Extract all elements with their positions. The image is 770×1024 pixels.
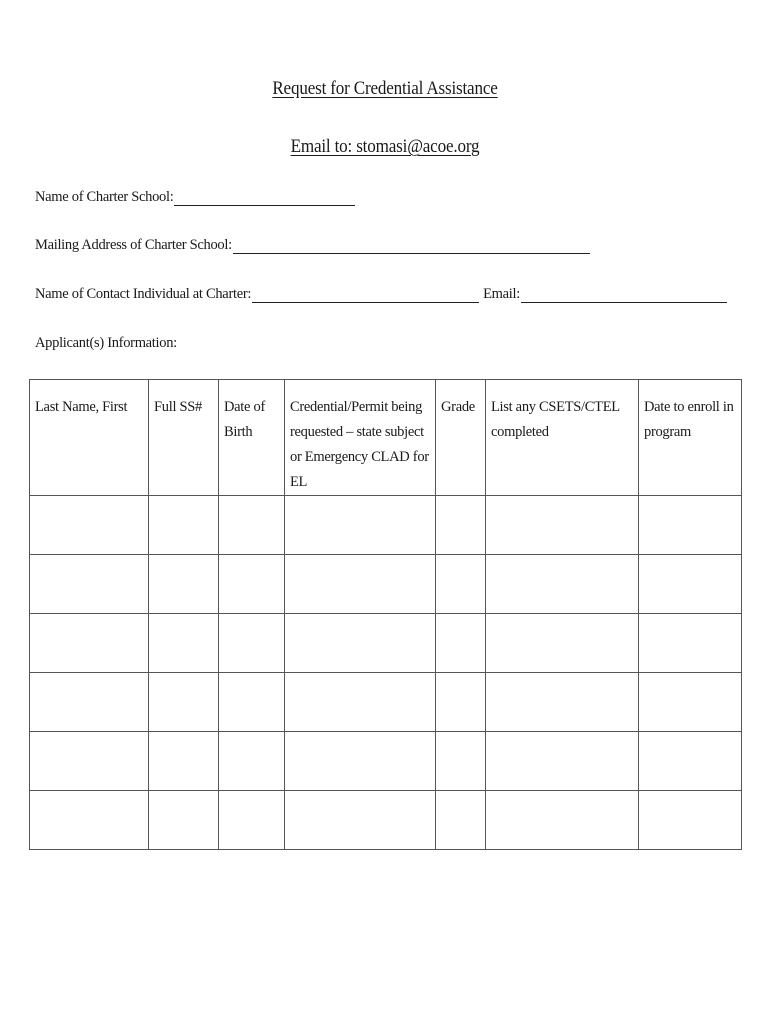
table-cell[interactable] [436, 614, 486, 673]
document-title: Request for Credential Assistance [272, 78, 498, 99]
table-cell[interactable] [436, 555, 486, 614]
table-cell[interactable] [639, 673, 742, 732]
table-cell[interactable] [639, 732, 742, 791]
table-cell[interactable] [639, 791, 742, 850]
table-cell[interactable] [30, 555, 149, 614]
email-to-link[interactable]: Email to: stomasi@acoe.org [290, 136, 480, 157]
header-full-ss: Full SS# [149, 380, 219, 496]
table-cell[interactable] [219, 732, 285, 791]
applicants-table-body [30, 496, 742, 850]
table-cell[interactable] [285, 732, 436, 791]
mailing-address-input[interactable] [233, 239, 590, 254]
table-cell[interactable] [30, 614, 149, 673]
header-csets-ctel: List any CSETS/CTEL completed [486, 380, 639, 496]
table-cell[interactable] [639, 555, 742, 614]
table-cell[interactable] [149, 673, 219, 732]
table-cell[interactable] [436, 791, 486, 850]
table-cell[interactable] [285, 673, 436, 732]
table-cell[interactable] [149, 614, 219, 673]
table-cell[interactable] [285, 614, 436, 673]
applicants-heading: Applicant(s) Information: [35, 335, 177, 351]
contact-individual-input[interactable] [252, 288, 479, 303]
table-cell[interactable] [30, 496, 149, 555]
table-row [30, 614, 742, 673]
table-cell[interactable] [219, 791, 285, 850]
table-cell[interactable] [486, 496, 639, 555]
charter-school-label: Name of Charter School: [35, 189, 174, 205]
table-cell[interactable] [30, 673, 149, 732]
table-cell[interactable] [30, 732, 149, 791]
table-cell[interactable] [30, 791, 149, 850]
table-cell[interactable] [639, 614, 742, 673]
table-cell[interactable] [486, 791, 639, 850]
table-cell[interactable] [219, 496, 285, 555]
table-cell[interactable] [285, 496, 436, 555]
table-cell[interactable] [486, 614, 639, 673]
table-cell[interactable] [149, 732, 219, 791]
table-cell[interactable] [149, 496, 219, 555]
email-label: Email: [483, 286, 520, 302]
email-input[interactable] [521, 288, 727, 303]
mailing-address-label: Mailing Address of Charter School: [35, 237, 232, 253]
table-cell[interactable] [436, 673, 486, 732]
contact-individual-label: Name of Contact Individual at Charter: [35, 286, 252, 302]
table-cell[interactable] [285, 555, 436, 614]
table-row [30, 791, 742, 850]
mailing-address-field [35, 237, 590, 254]
header-date-to-enroll: Date to enroll in program [639, 380, 742, 496]
header-credential-permit: Credential/Permit being requested – state subject or Emergency CLAD for EL [285, 380, 436, 496]
header-grade: Grade [436, 380, 486, 496]
table-cell[interactable] [219, 614, 285, 673]
charter-school-input[interactable] [174, 191, 355, 206]
table-row [30, 555, 742, 614]
contact-individual-field [35, 286, 727, 303]
table-cell[interactable] [486, 555, 639, 614]
table-row [30, 673, 742, 732]
charter-school-field [35, 189, 355, 206]
table-cell[interactable] [486, 673, 639, 732]
table-row [30, 496, 742, 555]
table-cell[interactable] [285, 791, 436, 850]
table-cell[interactable] [639, 496, 742, 555]
header-date-of-birth: Date of Birth [219, 380, 285, 496]
table-cell[interactable] [219, 555, 285, 614]
table-cell[interactable] [149, 555, 219, 614]
applicants-table [29, 379, 742, 850]
table-cell[interactable] [219, 673, 285, 732]
table-cell[interactable] [436, 496, 486, 555]
table-header-row [30, 380, 742, 496]
table-cell[interactable] [486, 732, 639, 791]
header-last-name-first: Last Name, First [30, 380, 149, 496]
table-cell[interactable] [436, 732, 486, 791]
table-row [30, 732, 742, 791]
table-cell[interactable] [149, 791, 219, 850]
